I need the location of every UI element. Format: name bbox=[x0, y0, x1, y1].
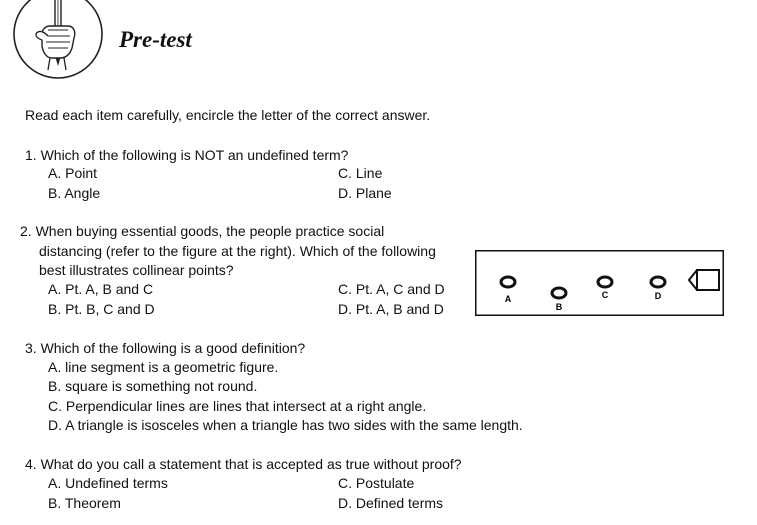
social-distancing-figure bbox=[475, 250, 724, 316]
point-d-label: D bbox=[654, 291, 662, 301]
question-2-choice-a[interactable]: A. Pt. A, B and C bbox=[48, 281, 154, 297]
question-3-choice-a[interactable]: A. line segment is a geometric figure. bbox=[48, 359, 279, 375]
point-a-label: A bbox=[504, 294, 512, 304]
question-1-stem: 1. Which of the following is NOT an undefined term? bbox=[25, 147, 349, 163]
question-1-choice-a[interactable]: A. Point bbox=[48, 165, 98, 181]
question-1-choice-b[interactable]: B. Angle bbox=[48, 185, 101, 201]
question-4-stem: 4. What do you call a statement that is accepted as true without proof? bbox=[25, 456, 462, 472]
point-b-label: B bbox=[555, 302, 563, 312]
question-4-choice-b[interactable]: B. Theorem bbox=[48, 495, 121, 511]
question-4-choice-d[interactable]: D. Defined terms bbox=[338, 495, 444, 511]
question-3-choice-c[interactable]: C. Perpendicular lines are lines that intersect at a right angle. bbox=[48, 398, 427, 414]
page-title: Pre-test bbox=[119, 27, 192, 52]
question-2-stem-line-1: 2. When buying essential goods, the people practice social bbox=[20, 223, 385, 239]
question-2-stem-line-2: distancing (refer to the figure at the right). Which of the following bbox=[39, 243, 436, 259]
question-1-choice-c[interactable]: C. Line bbox=[338, 165, 383, 181]
instructions: Read each item carefully, encircle the letter of the correct answer. bbox=[25, 107, 431, 123]
store-icon bbox=[697, 270, 719, 290]
question-3-choice-d[interactable]: D. A triangle is isosceles when a triangle has two sides with the same length. bbox=[48, 417, 523, 433]
question-2-stem-line-3: best illustrates collinear points? bbox=[39, 262, 234, 278]
question-2-choice-c[interactable]: C. Pt. A, C and D bbox=[338, 281, 445, 297]
question-4-choice-a[interactable]: A. Undefined terms bbox=[48, 475, 168, 491]
question-3-stem: 3. Which of the following is a good definition? bbox=[25, 340, 306, 356]
question-3-choice-b[interactable]: B. square is something not round. bbox=[48, 378, 258, 394]
question-2-choice-b[interactable]: B. Pt. B, C and D bbox=[48, 301, 155, 317]
question-2-choice-d[interactable]: D. Pt. A, B and D bbox=[338, 301, 444, 317]
question-1-choice-d[interactable]: D. Plane bbox=[338, 185, 392, 201]
pencil-hand-logo-icon bbox=[12, 0, 104, 80]
point-c-label: C bbox=[601, 290, 609, 300]
question-4-choice-c[interactable]: C. Postulate bbox=[338, 475, 415, 491]
